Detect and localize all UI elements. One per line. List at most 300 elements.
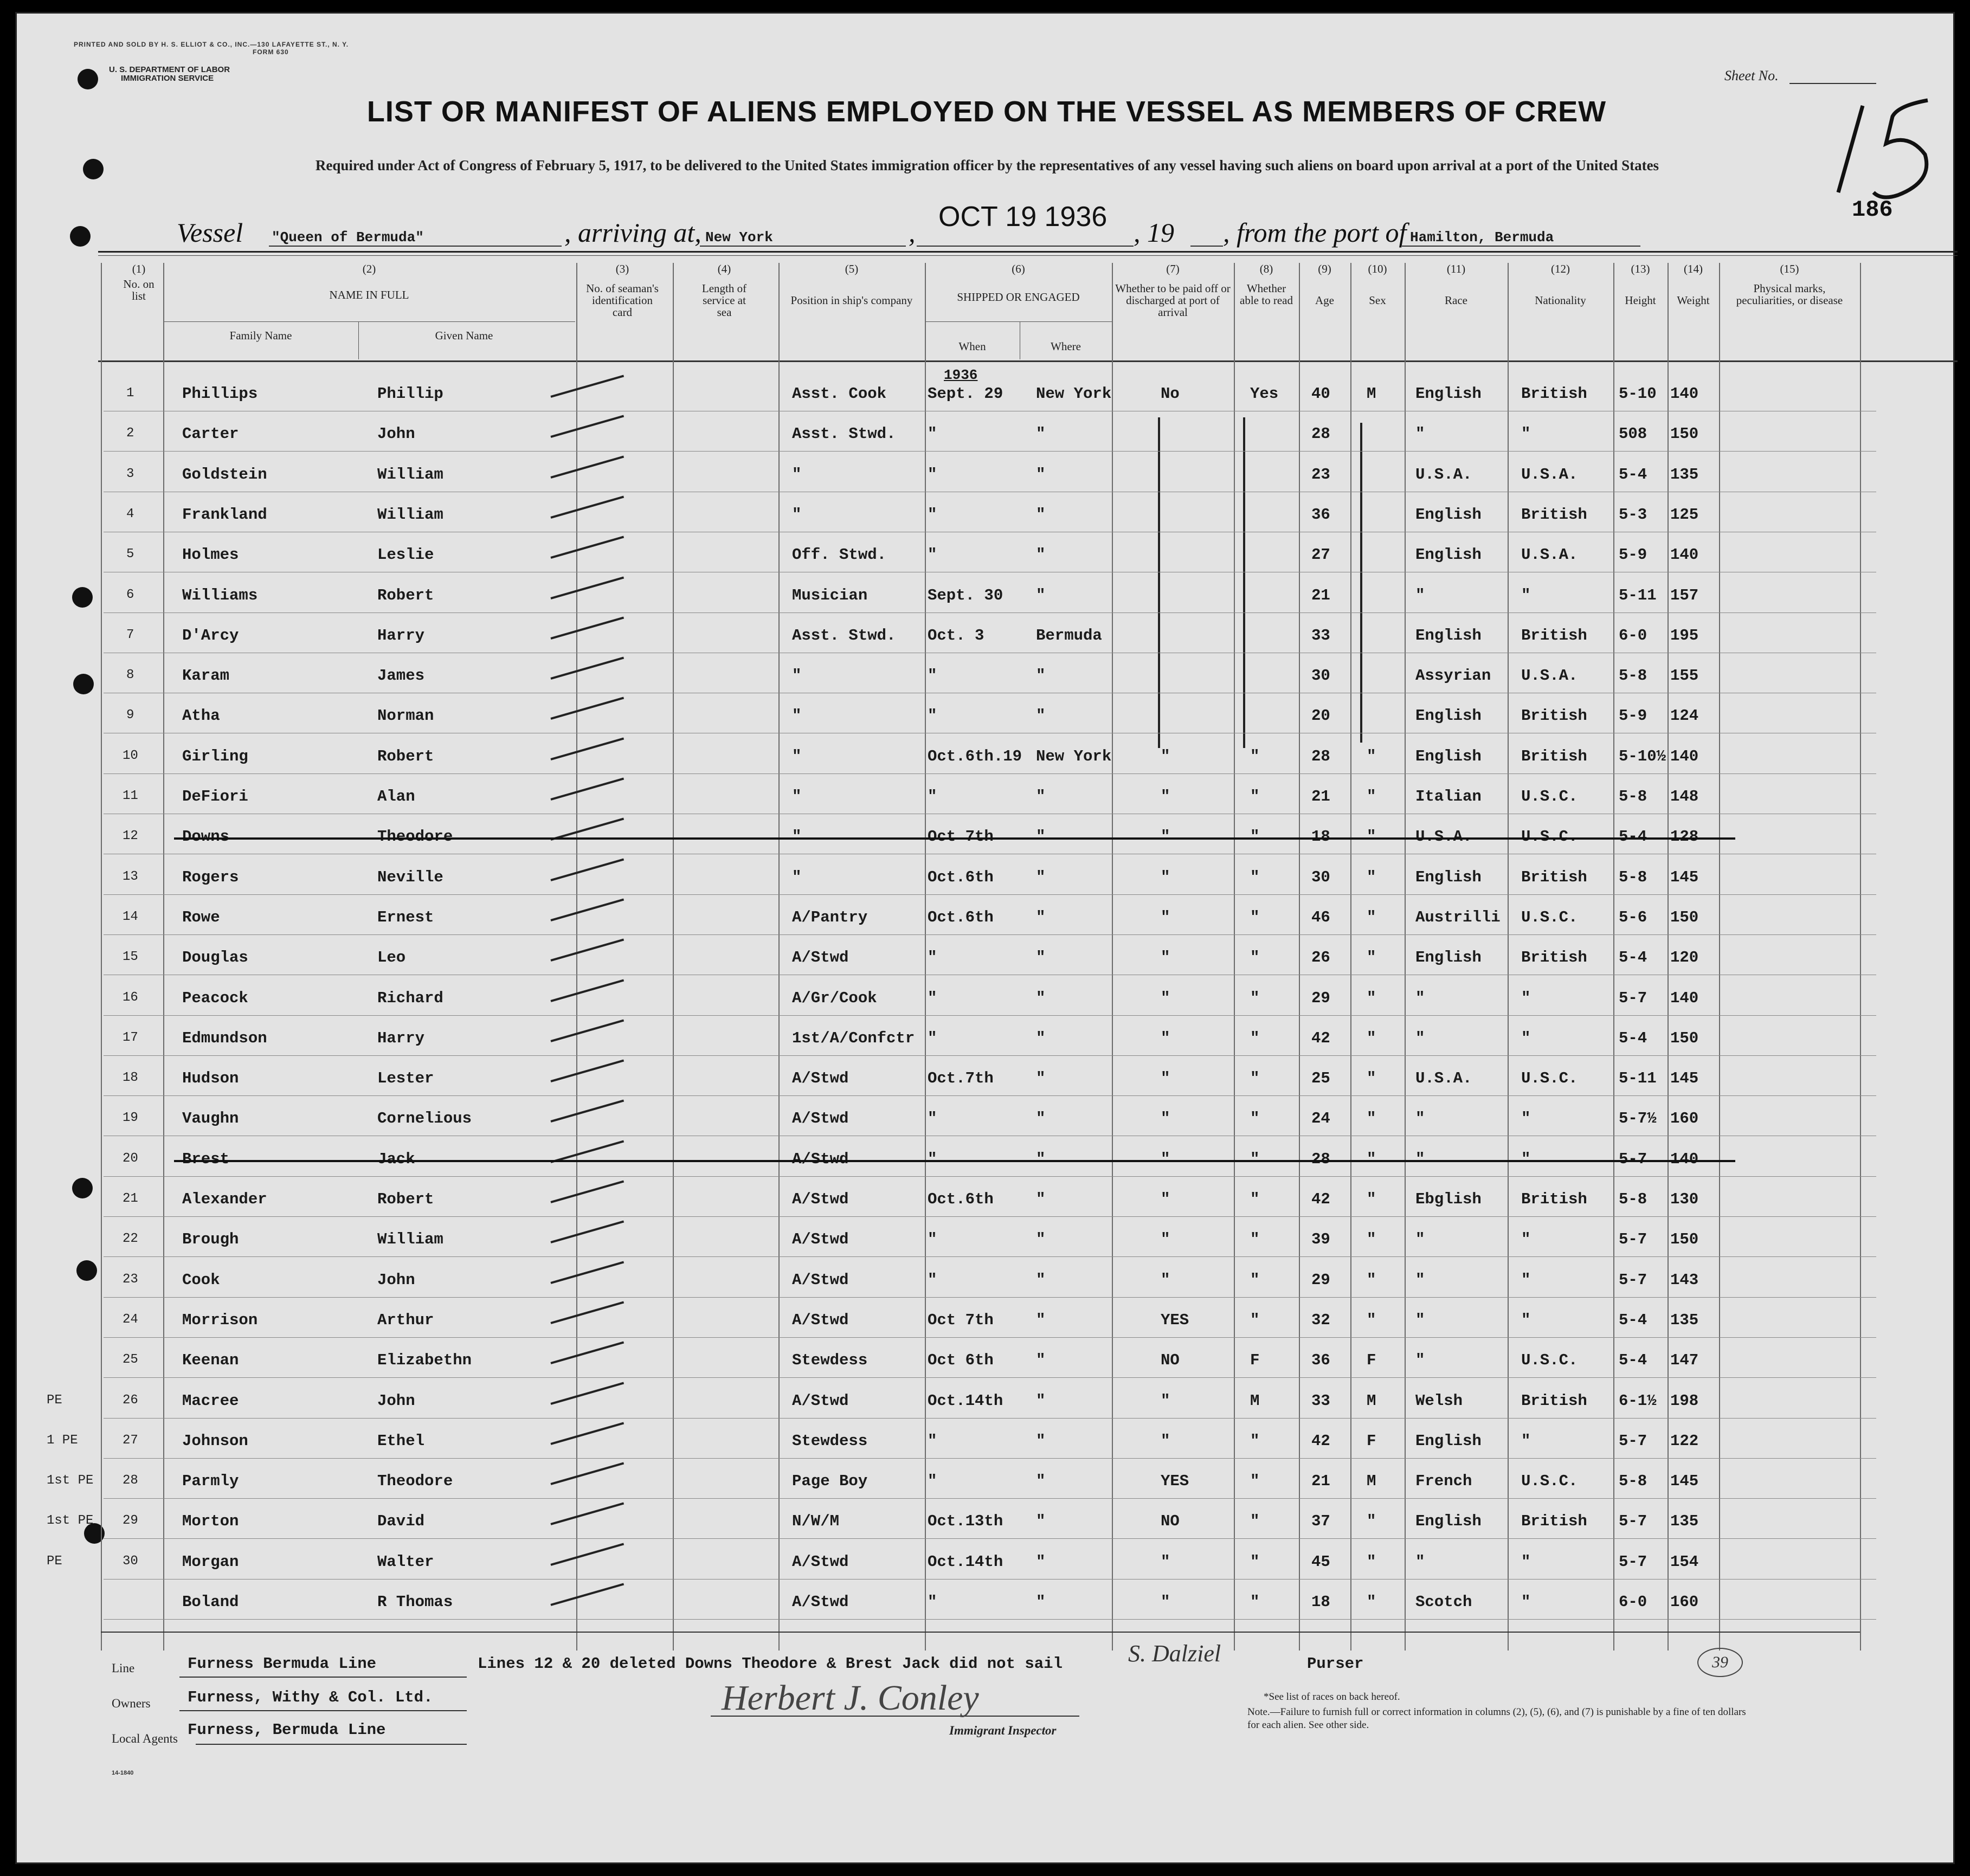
cell-when: Oct.14th [928,1391,1003,1410]
cell-race: " [1415,1110,1425,1128]
cell-when: " [928,1230,937,1249]
cell-where: " [1036,465,1046,483]
cell-height: 5-4 [1619,949,1647,967]
cell-read: " [1250,1472,1260,1491]
cell-read: " [1250,868,1260,886]
cell-given: Harry [377,1029,425,1047]
cell-nat: U.S.C. [1521,1351,1578,1370]
cell-read: " [1250,1311,1260,1329]
col-position-header: (5) Position in ship's company [790,262,913,307]
cell-when: " [928,1432,937,1450]
cell-weight: 147 [1670,1351,1699,1370]
row-prefix: 1 PE [47,1433,78,1448]
row-rule [104,1055,1876,1056]
cell-weight: 130 [1670,1190,1699,1208]
cell-paid: NO [1161,1512,1180,1531]
row-number: 16 [123,990,138,1005]
cell-family: Holmes [182,546,239,564]
cell-age: 29 [1311,989,1330,1007]
cell-family: Edmundson [182,1029,267,1047]
cell-age: 42 [1311,1432,1330,1450]
circled-number: 39 [1697,1648,1743,1677]
cell-race: U.S.A. [1415,465,1472,483]
cell-when: " [928,949,937,967]
cell-height: 5-7 [1619,1230,1647,1249]
pencil-slash-mark [550,1180,624,1203]
cell-weight: 150 [1670,1230,1699,1249]
cell-race: French [1415,1472,1472,1491]
cell-nat: British [1521,949,1587,967]
grid-line [778,263,780,1651]
year-underline [1190,246,1223,247]
cell-paid: " [1161,908,1170,926]
cell-race: Assyrian [1415,667,1491,685]
cell-where: " [1036,1391,1046,1410]
cell-nat: U.S.C. [1521,908,1578,926]
pencil-slash-mark [550,737,624,760]
cell-given: John [377,425,415,443]
cell-family: Alexander [182,1190,267,1208]
cell-height: 5-7 [1619,1432,1647,1450]
cell-height: 5-6 [1619,908,1647,926]
cell-family: Karam [182,667,230,685]
agents-underline [196,1744,467,1745]
cell-race: " [1415,1029,1425,1047]
cell-race: " [1415,1552,1425,1571]
requirement-text: Required under Act of Congress of February 5, 1917, to be delivered to the United States immigration officer by the representatives of any vessel having such aliens on board upon arrival at a port of the United States [315,157,1659,173]
cell-paid: " [1161,989,1170,1007]
ditto-line [1243,417,1245,748]
grid-line [1234,263,1235,1651]
cell-position: A/Stwd [792,1271,849,1289]
cell-read: " [1250,788,1260,805]
row-rule [104,894,1876,895]
cell-position: A/Stwd [792,1311,849,1329]
cell-race: English [1415,546,1482,564]
cell-when: " [928,1029,937,1047]
col-sex-header: (10) Sex [1368,262,1387,307]
cell-when: Oct. 3 [928,626,984,644]
row-prefix: 1st PE [47,1473,94,1488]
row-prefix: PE [47,1553,62,1569]
pencil-slash-mark [550,1543,624,1565]
pencil-slash-mark [550,1060,624,1082]
cell-nat: British [1521,505,1587,524]
inspector-label: Immigrant Inspector [949,1724,1057,1737]
cell-age: 40 [1311,385,1330,403]
pencil-slash-mark [550,939,624,962]
cell-when: Sept. 30 [928,586,1003,604]
cell-sex: " [1367,868,1376,886]
cell-race: English [1415,505,1482,524]
cell-sex: " [1367,1512,1376,1531]
cell-given: John [377,1271,415,1289]
cell-when: Sept. 29 [928,385,1003,403]
ditto-line [1158,417,1160,748]
cell-weight: 140 [1670,747,1699,765]
cell-nat: " [1521,1271,1531,1289]
deleted-note: Lines 12 & 20 deleted Downs Theodore & Brest Jack did not sail [478,1655,1063,1673]
cell-when: Oct 7th [928,828,994,846]
cell-race: " [1415,586,1425,604]
cell-where: " [1036,1150,1046,1168]
cell-paid: " [1161,1391,1170,1410]
cell-height: 5-7 [1619,1271,1647,1289]
cell-read: " [1250,1552,1260,1571]
name-sub-rule [163,321,575,322]
cell-where: New York [1036,385,1112,403]
cell-given: William [377,505,443,524]
cell-height: 5-4 [1619,828,1647,846]
cell-weight: 145 [1670,1472,1699,1491]
cell-sex: M [1367,385,1376,403]
cell-paid: " [1161,1432,1170,1450]
grid-line [1350,263,1351,1651]
cell-family: Macree [182,1391,239,1410]
cell-age: 24 [1311,1110,1330,1128]
cell-age: 30 [1311,868,1330,886]
col-given-header: Given Name [435,329,493,342]
owners-value: Furness, Withy & Col. Ltd. [188,1688,433,1706]
arriving-label: , arriving at, [564,217,701,248]
cell-paid: " [1161,828,1170,846]
cell-race: " [1415,1351,1425,1370]
pencil-slash-mark [550,536,624,559]
cell-where: " [1036,1472,1046,1491]
row-number: 13 [123,869,138,884]
cell-position: " [792,788,802,805]
cell-where: " [1036,1552,1046,1571]
cell-weight: 150 [1670,1029,1699,1047]
cell-age: 26 [1311,949,1330,967]
cell-height: 5-11 [1619,586,1657,604]
cell-position: Asst. Stwd. [792,425,896,443]
cell-nat: " [1521,1432,1531,1450]
cell-age: 28 [1311,1150,1330,1168]
cell-nat: " [1521,989,1531,1007]
cell-paid: " [1161,1190,1170,1208]
cell-read: " [1250,1029,1260,1047]
cell-weight: 148 [1670,788,1699,805]
cell-weight: 140 [1670,546,1699,564]
punch-hole [76,1260,97,1281]
cell-height: 5-7 [1619,1150,1647,1168]
cell-family: Girling [182,747,248,765]
col-idcard-header: (3) No. of seaman's identification card [586,262,659,319]
cell-height: 5-8 [1619,868,1647,886]
from-label: , from the port of [1223,217,1407,248]
cell-where: " [1036,1271,1046,1289]
punch-hole [70,226,91,247]
cell-sex: " [1367,1593,1376,1611]
cell-paid: " [1161,788,1170,805]
cell-read: " [1250,1190,1260,1208]
row-number: 7 [126,627,134,642]
row-number: 4 [126,506,134,521]
purser-label: Purser [1307,1655,1364,1673]
cell-read: M [1250,1391,1260,1410]
cell-read: " [1250,1069,1260,1088]
cell-where: " [1036,1069,1046,1088]
pencil-slash-mark [550,1422,624,1445]
line-value: Furness Bermuda Line [188,1655,377,1673]
cell-family: Morrison [182,1311,258,1329]
cell-given: Leslie [377,546,434,564]
cell-given: Harry [377,626,425,644]
cell-when: Oct.14th [928,1552,1003,1571]
cell-given: Alan [377,788,415,805]
cell-race: Italian [1415,788,1482,805]
cell-race: U.S.A. [1415,1069,1472,1088]
cell-where: " [1036,1432,1046,1450]
pencil-slash-mark [550,1462,624,1485]
row-number: 29 [123,1513,138,1529]
header-rule [98,251,1958,253]
row-number: 28 [123,1473,138,1488]
cell-age: 29 [1311,1271,1330,1289]
col-nationality-header: (12) Nationality [1535,262,1586,307]
cell-where: " [1036,1351,1046,1370]
cell-race: Scotch [1415,1593,1472,1611]
cell-paid: " [1161,949,1170,967]
cell-paid: " [1161,1069,1170,1088]
cell-weight: 140 [1670,1150,1699,1168]
cell-family: Morton [182,1512,239,1531]
from-port: Hamilton, Bermuda [1410,229,1554,246]
row-rule [104,1015,1876,1016]
row-number: 25 [123,1352,138,1368]
cell-nat: British [1521,385,1587,403]
row-number: 10 [123,748,138,763]
cell-height: 6-0 [1619,1593,1647,1611]
cell-when: " [928,1472,937,1491]
grid-line [1508,263,1509,1651]
grid-line [925,263,926,1651]
cell-age: 27 [1311,546,1330,564]
cell-position: A/Stwd [792,1593,849,1611]
cell-when: Oct.6th [928,868,994,886]
cell-given: Theodore [377,828,453,846]
cell-sex: " [1367,949,1376,967]
cell-when: " [928,425,937,443]
pencil-slash-mark [550,576,624,599]
row-number: 11 [123,789,138,803]
deleted-strikethrough [174,1160,1735,1162]
cell-height: 5-10 [1619,385,1657,403]
cell-when: " [928,667,937,685]
pencil-slash-mark [550,616,624,639]
row-rule [104,1498,1876,1499]
row-number: 5 [126,547,134,562]
cell-read: " [1250,989,1260,1007]
row-rule [104,1337,1876,1338]
department-line: U. S. DEPARTMENT OF LABOR IMMIGRATION SERVICE [109,65,230,83]
cell-position: Musician [792,586,868,604]
cell-read: F [1250,1351,1260,1370]
cell-height: 6-1½ [1619,1391,1657,1410]
row-number: 19 [123,1111,138,1126]
cell-nat: U.S.C. [1521,1069,1578,1088]
row-number: 20 [123,1151,138,1166]
cell-age: 46 [1311,908,1330,926]
fine-note: Note.—Failure to furnish full or correct information in columns (2), (5), (6), and (7) is punishable by a fine of ten dollars for each alien. See other side. [1247,1706,1746,1731]
name-sub-divider [358,321,359,359]
col-family-header: Family Name [229,329,292,342]
pencil-slash-mark [550,455,624,478]
cell-family: D'Arcy [182,626,239,644]
cell-paid: " [1161,1552,1170,1571]
pencil-slash-mark [550,1221,624,1243]
arriving-underline [700,246,906,247]
grid-line [1299,263,1300,1651]
cell-read: " [1250,949,1260,967]
grid-line [1112,263,1113,1651]
cell-race: " [1415,425,1425,443]
year-label: , 19 [1134,217,1174,248]
col-where-header: Where [1051,340,1081,353]
cell-where: " [1036,1512,1046,1531]
cell-sex: F [1367,1351,1376,1370]
cell-position: Stewdess [792,1351,868,1370]
cell-when: " [928,788,937,805]
cell-height: 5-3 [1619,505,1647,524]
row-rule [104,1538,1876,1539]
cell-given: Jack [377,1150,415,1168]
pencil-slash-mark [550,979,624,1002]
cell-age: 30 [1311,667,1330,685]
pencil-slash-mark [550,1301,624,1324]
line-label: Line [112,1661,135,1675]
cell-where: " [1036,1110,1046,1128]
cell-age: 18 [1311,828,1330,846]
cell-given: Neville [377,868,443,886]
cell-where: " [1036,546,1046,564]
cell-height: 5-4 [1619,465,1647,483]
cell-position: A/Pantry [792,908,868,926]
cell-nat: " [1521,1150,1531,1168]
row-rule [104,773,1876,774]
cell-when: Oct.6th [928,908,994,926]
purser-signature: S. Dalziel [1128,1640,1221,1667]
cell-position: A/Stwd [792,1190,849,1208]
cell-paid: " [1161,1029,1170,1047]
cell-read: Yes [1250,385,1279,403]
cell-race: English [1415,707,1482,725]
cell-when: " [928,505,937,524]
cell-family: Hudson [182,1069,239,1088]
col-read-header: (8) Whether able to read [1240,262,1293,307]
cell-family: Rogers [182,868,239,886]
cell-height: 6-0 [1619,626,1647,644]
cell-given: Theodore [377,1472,453,1491]
cell-nat: " [1521,1552,1531,1571]
cell-weight: 120 [1670,949,1699,967]
row-rule [104,1619,1876,1620]
cell-paid: " [1161,1110,1170,1128]
cell-race: English [1415,1432,1482,1450]
cell-family: Frankland [182,505,267,524]
cell-height: 5-8 [1619,788,1647,805]
row-rule [104,1176,1876,1177]
cell-nat: British [1521,626,1587,644]
cell-given: Robert [377,586,434,604]
printer-line: PRINTED AND SOLD BY H. S. ELLIOT & CO., INC.—130 LAFAYETTE ST., N. Y. FORM 630 [74,41,349,56]
cell-read: " [1250,908,1260,926]
cell-given: James [377,667,425,685]
cell-weight: 135 [1670,1512,1699,1531]
cell-age: 28 [1311,425,1330,443]
cell-sex: " [1367,989,1376,1007]
header-bottom-rule [98,360,1958,362]
cell-when: Oct.6th.19 [928,747,1022,765]
agents-value: Furness, Bermuda Line [188,1721,386,1739]
cell-given: John [377,1391,415,1410]
pencil-slash-mark [550,1583,624,1606]
cell-race: " [1415,1150,1425,1168]
cell-race: English [1415,747,1482,765]
cell-position: " [792,667,802,685]
cell-height: 5-7 [1619,989,1647,1007]
cell-position: Asst. Cook [792,385,887,403]
cell-when: Oct.7th [928,1069,994,1088]
cell-age: 23 [1311,465,1330,483]
pencil-slash-mark [550,1503,624,1525]
cell-height: 5-4 [1619,1029,1647,1047]
comma: , [909,217,916,248]
pencil-slash-mark [550,898,624,921]
cell-sex: " [1367,1069,1376,1088]
inspector-signature: Herbert J. Conley [722,1678,979,1718]
cell-position: " [792,707,802,725]
cell-sex: F [1367,1432,1376,1450]
line-underline [179,1677,467,1678]
cell-age: 36 [1311,1351,1330,1370]
cell-weight: 150 [1670,908,1699,926]
cell-where: " [1036,989,1046,1007]
cell-sex: " [1367,1150,1376,1168]
cell-paid: " [1161,1230,1170,1249]
row-number: 24 [123,1312,138,1327]
owners-underline [179,1710,467,1711]
cell-age: 25 [1311,1069,1330,1088]
cell-height: 5-7½ [1619,1110,1657,1128]
cell-where: " [1036,505,1046,524]
cell-age: 37 [1311,1512,1330,1531]
cell-age: 21 [1311,586,1330,604]
cell-position: A/Stwd [792,1150,849,1168]
cell-sex: " [1367,1311,1376,1329]
cell-family: Vaughn [182,1110,239,1128]
page-title: LIST OR MANIFEST OF ALIENS EMPLOYED ON THE VESSEL AS MEMBERS OF CREW [366,95,1607,128]
punch-hole [72,587,93,608]
pencil-slash-mark [550,375,624,397]
cell-height: 508 [1619,425,1647,443]
cell-position: A/Gr/Cook [792,989,877,1007]
grid-line [673,263,674,1651]
pencil-slash-mark [550,495,624,518]
cell-weight: 122 [1670,1432,1699,1450]
cell-given: Richard [377,989,443,1007]
cell-weight: 155 [1670,667,1699,685]
cell-weight: 128 [1670,828,1699,846]
pencil-slash-mark [550,415,624,438]
cell-when: " [928,1271,937,1289]
col-age-header: (9) Age [1315,262,1334,307]
vessel-underline [269,246,562,247]
col-shipped-header: (6) SHIPPED OR ENGAGED [957,262,1080,304]
cell-given: Elizabethn [377,1351,472,1370]
form-code: 14-1840 [112,1770,134,1776]
